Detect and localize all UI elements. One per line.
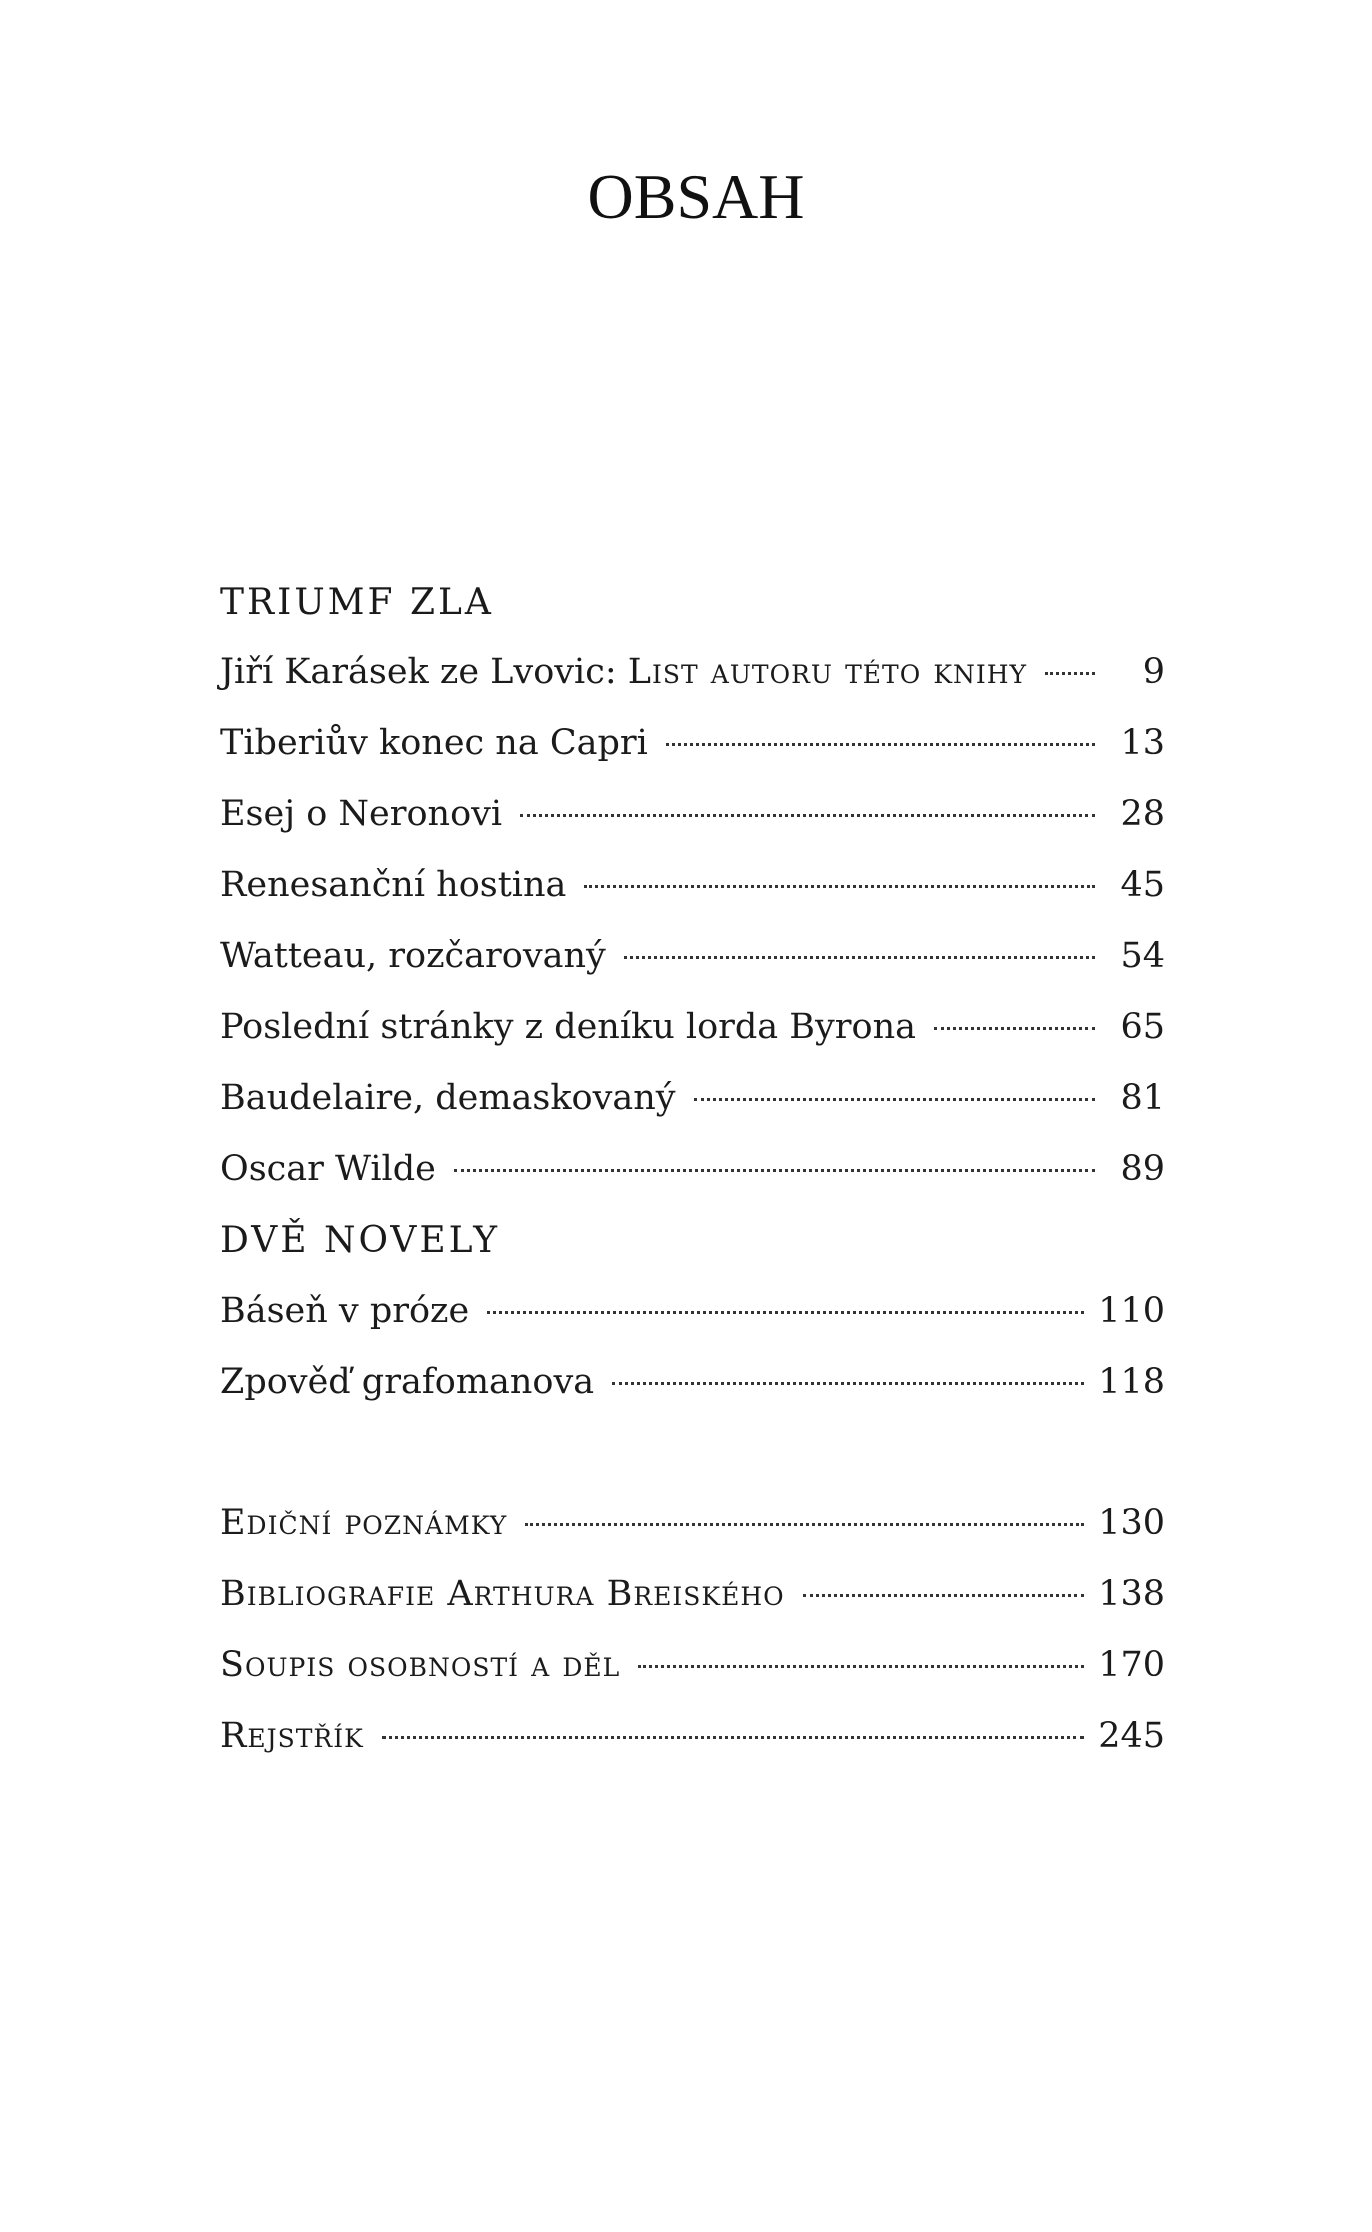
- toc-entry-title: Tiberiův konec na Capri: [220, 723, 648, 763]
- dot-leader: [934, 1027, 1095, 1030]
- toc-entry-title: Rejstřík: [220, 1716, 364, 1756]
- dot-leader: [520, 814, 1095, 817]
- toc-entry-page: 130: [1098, 1503, 1165, 1543]
- toc-entry-page: 45: [1120, 865, 1165, 905]
- toc-entry-page: 110: [1098, 1291, 1165, 1331]
- toc-entry-title: Báseň v próze: [220, 1291, 470, 1331]
- toc-entry-title: Bibliografie Arthura Breiského: [220, 1574, 785, 1614]
- toc-entry-title: Baudelaire, demaskovaný: [220, 1078, 676, 1118]
- toc-entry-page: 54: [1120, 936, 1165, 976]
- dot-leader: [694, 1098, 1095, 1101]
- toc-entry-title: Soupis osobností a děl: [220, 1645, 621, 1685]
- page-title: OBSAH: [587, 161, 805, 232]
- dot-leader: [584, 885, 1095, 888]
- dot-leader: [638, 1665, 1084, 1668]
- toc-entry[interactable]: [220, 1362, 1165, 1414]
- toc-entry[interactable]: [220, 865, 1165, 917]
- toc-entry-title: Poslední stránky z deníku lorda Byrona: [220, 1007, 917, 1047]
- toc-entry-page: 138: [1098, 1574, 1165, 1614]
- dot-leader: [382, 1736, 1084, 1739]
- dot-leader: [525, 1523, 1084, 1526]
- section-heading-dve-novely: DVĚ NOVELY: [220, 1220, 500, 1261]
- toc-entry[interactable]: [220, 1007, 1165, 1059]
- toc-entry-title: Renesanční hostina: [220, 865, 567, 905]
- toc-entry[interactable]: [220, 1149, 1165, 1201]
- dot-leader: [612, 1382, 1084, 1385]
- toc-entry-page: 9: [1142, 652, 1165, 692]
- toc-entry-page: 28: [1120, 794, 1165, 834]
- dot-leader: [666, 743, 1095, 746]
- toc-entry-page: 118: [1098, 1362, 1165, 1402]
- toc-entry-page: 170: [1098, 1645, 1165, 1685]
- toc-entry[interactable]: [220, 794, 1165, 846]
- toc-entry[interactable]: [220, 1574, 1165, 1626]
- toc-entry-title: Jiří Karásek ze Lvovic: List autoru této knihy: [220, 652, 1028, 692]
- dot-leader: [487, 1311, 1084, 1314]
- toc-entry[interactable]: [220, 723, 1165, 775]
- toc-entry[interactable]: [220, 1645, 1165, 1697]
- toc-entry-page: 81: [1120, 1078, 1165, 1118]
- dot-leader: [1045, 672, 1095, 675]
- toc-entry[interactable]: [220, 1503, 1165, 1555]
- section-heading-triumf-zla: TRIUMF ZLA: [220, 582, 494, 623]
- toc-entry[interactable]: [220, 1716, 1165, 1768]
- toc-entry-title: Ediční poznámky: [220, 1503, 508, 1543]
- dot-leader: [624, 956, 1095, 959]
- toc-entry-page: 65: [1120, 1007, 1165, 1047]
- toc-entry[interactable]: [220, 652, 1165, 704]
- dot-leader: [803, 1594, 1085, 1597]
- toc-entry[interactable]: [220, 1078, 1165, 1130]
- toc-entry-page: 89: [1120, 1149, 1165, 1189]
- toc-entry-title: Zpověď grafomanova: [220, 1362, 595, 1402]
- toc-entry-title: Oscar Wilde: [220, 1149, 436, 1189]
- toc-entry[interactable]: [220, 936, 1165, 988]
- toc-entry[interactable]: [220, 1291, 1165, 1343]
- toc-entry-title: Esej o Neronovi: [220, 794, 503, 834]
- toc-entry-title: Watteau, rozčarovaný: [220, 936, 606, 976]
- toc-entry-page: 13: [1120, 723, 1165, 763]
- toc-entry-page: 245: [1098, 1716, 1165, 1756]
- dot-leader: [454, 1169, 1095, 1172]
